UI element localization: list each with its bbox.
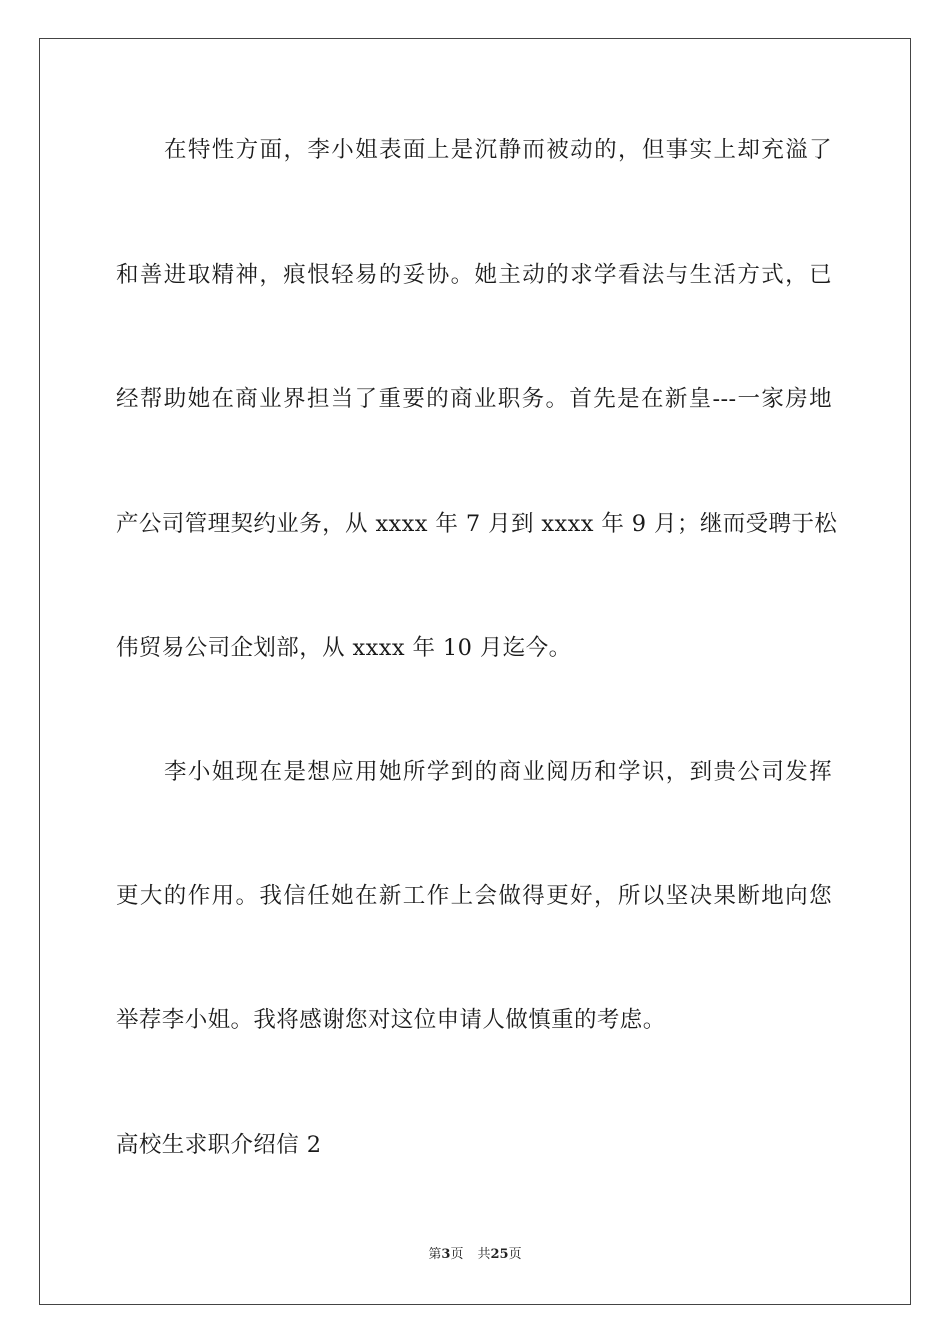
total-prefix: 共: [477, 1247, 491, 1262]
section-heading: 高校生求职介绍信 2: [116, 1132, 322, 1158]
paragraph-2-line-3: 举荐李小姐。我将感谢您对这位申请人做慎重的考虑。: [116, 1007, 666, 1033]
current-page-number: 3: [441, 1247, 451, 1262]
paragraph-1-line-1: 在特性方面，李小姐表面上是沉静而被动的，但事实上却充溢了: [164, 137, 832, 163]
page-suffix: 页: [450, 1247, 464, 1262]
page-prefix: 第: [428, 1247, 442, 1262]
page-border: [39, 38, 911, 1305]
paragraph-1-line-2: 和善进取精神，痕恨轻易的妥协。她主动的求学看法与生活方式，已: [116, 262, 832, 288]
paragraph-2-line-2: 更大的作用。我信任她在新工作上会做得更好，所以坚决果断地向您: [116, 883, 832, 909]
paragraph-1-line-3: 经帮助她在商业界担当了重要的商业职务。首先是在新皇---一家房地: [116, 386, 832, 412]
paragraph-1-line-4: 产公司管理契约业务，从 xxxx 年 7 月到 xxxx 年 9 月；继而受聘于松: [116, 511, 838, 537]
page-footer: [0, 1246, 950, 1264]
total-page-count: 25: [490, 1247, 509, 1262]
total-suffix: 页: [508, 1247, 522, 1262]
paragraph-1-line-5: 伟贸易公司企划部，从 xxxx 年 10 月迄今。: [116, 635, 572, 661]
paragraph-2-line-1: 李小姐现在是想应用她所学到的商业阅历和学识，到贵公司发挥: [164, 759, 832, 785]
